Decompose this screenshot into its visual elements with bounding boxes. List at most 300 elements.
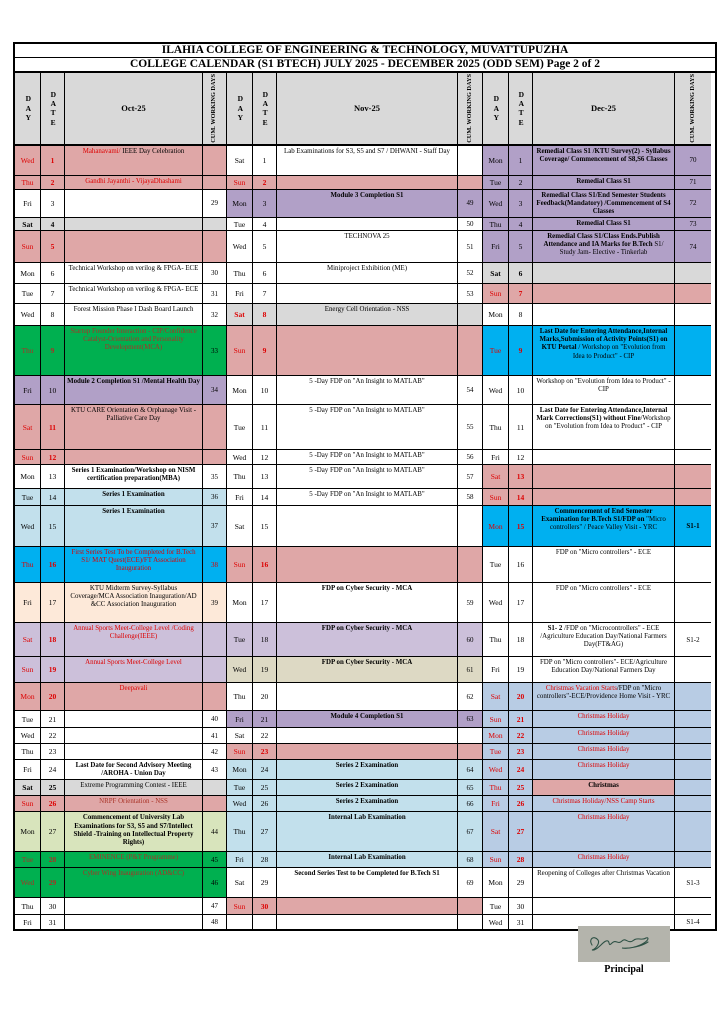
date-cell-dec: 1 [509, 146, 533, 176]
date-cell-dec: 15 [509, 506, 533, 547]
day-cell-dec: Wed [483, 760, 509, 780]
event-cell-oct [65, 489, 203, 506]
cum-working-days-cell-oct [203, 683, 227, 711]
day-cell-dec: Fri [483, 231, 509, 263]
event-cell-dec [533, 657, 675, 683]
cum-working-days-cell-oct: 34 [203, 376, 227, 405]
event-text: First Series Test To be Completed for B.Tech S1/ MAT Quest(ECE)/FT Association Inauguration [71, 549, 196, 573]
calendar-row [15, 284, 715, 304]
cum-working-days-cell-nov [458, 176, 483, 190]
event-cell-nov [277, 728, 458, 744]
event-text: Series 2 Examination [335, 782, 399, 790]
event-cell-dec [533, 711, 675, 728]
event-cell-nov [277, 868, 458, 898]
date-cell-dec: 27 [509, 812, 533, 852]
event-text: Energy Cell Orientation - NSS [324, 306, 410, 314]
cum-working-days-cell-dec: 71 [675, 176, 711, 190]
event-text: Reopening of Colleges after Christmas Vacation [537, 870, 670, 878]
day-cell-dec: Tue [483, 326, 509, 376]
cum-working-days-cell-dec [675, 796, 711, 812]
event-cell-nov [277, 489, 458, 506]
date-cell-oct: 24 [41, 760, 65, 780]
header-month-nov: Nov-25 [277, 73, 458, 146]
day-cell-oct: Mon [15, 263, 41, 284]
cum-working-days-cell-oct: 37 [203, 506, 227, 547]
date-cell-dec: 30 [509, 898, 533, 915]
header-month-oct: Oct-25 [65, 73, 203, 146]
event-text: / Workshop on "Evolution from Idea to Product" - CIP [572, 344, 666, 360]
event-text: Module 4 Completion S1 [330, 713, 404, 721]
calendar-row [15, 728, 715, 744]
date-cell-nov: 23 [253, 744, 277, 760]
cum-working-days-cell-oct [203, 780, 227, 796]
event-text: Technical Workshop on verilog & FPGA- ECE [68, 286, 199, 294]
cum-working-days-cell-dec [675, 812, 711, 852]
cum-working-days-cell-nov [458, 146, 483, 176]
cum-working-days-cell-oct: 45 [203, 852, 227, 868]
day-cell-nov: Sun [227, 898, 253, 915]
date-cell-nov: 2 [253, 176, 277, 190]
day-cell-oct: Wed [15, 304, 41, 326]
event-cell-oct [65, 812, 203, 852]
event-text: 5 -Day FDP on "An Insight to MATLAB" [309, 378, 425, 386]
event-cell-dec [533, 868, 675, 898]
date-cell-nov: 19 [253, 657, 277, 683]
calendar-row [15, 218, 715, 231]
cum-working-days-cell-dec: S1-4 [675, 915, 711, 929]
date-cell-oct: 15 [41, 506, 65, 547]
cum-working-days-cell-dec [675, 547, 711, 583]
date-cell-nov: 20 [253, 683, 277, 711]
header-date-dec: DATE [518, 89, 525, 127]
cum-working-days-cell-nov: 49 [458, 190, 483, 218]
cum-working-days-cell-nov [458, 547, 483, 583]
cum-working-days-cell-dec [675, 744, 711, 760]
day-cell-oct: Sat [15, 780, 41, 796]
cum-working-days-cell-dec [675, 657, 711, 683]
cum-working-days-cell-dec [675, 760, 711, 780]
date-cell-nov: 4 [253, 218, 277, 231]
cum-working-days-cell-oct: 32 [203, 304, 227, 326]
event-cell-dec [533, 304, 675, 326]
cum-working-days-cell-oct: 42 [203, 744, 227, 760]
event-text: Christmas Holiday/NSS Camp Starts [552, 798, 655, 806]
cum-working-days-cell-oct: 43 [203, 760, 227, 780]
day-cell-nov: Sat [227, 868, 253, 898]
cum-working-days-cell-oct: 36 [203, 489, 227, 506]
day-cell-dec: Mon [483, 506, 509, 547]
event-text: "Micro controllers" / Peace Valley Visit - YRC [549, 516, 666, 532]
calendar-row [15, 405, 715, 450]
cum-working-days-cell-nov: 67 [458, 812, 483, 852]
header-cum-dec: CUM. WORKING DAYS [688, 74, 696, 143]
date-cell-oct: 30 [41, 898, 65, 915]
college-calendar-table [13, 42, 717, 931]
cum-working-days-cell-nov: 57 [458, 465, 483, 489]
cum-working-days-cell-nov [458, 915, 483, 929]
day-cell-dec: Mon [483, 304, 509, 326]
day-cell-nov: Sun [227, 326, 253, 376]
event-text: Annual Sports Meet-College Level [85, 659, 182, 667]
calendar-rows [15, 146, 715, 930]
event-text: Christmas Holiday [577, 762, 630, 770]
event-text: Christmas Holiday [577, 730, 630, 738]
event-cell-dec [533, 623, 675, 657]
calendar-row [15, 489, 715, 506]
event-cell-nov [277, 744, 458, 760]
cum-working-days-cell-oct [203, 146, 227, 176]
event-cell-oct [65, 868, 203, 898]
calendar-row [15, 623, 715, 657]
event-text: NRPF Orientation - NSS [99, 798, 168, 806]
cum-working-days-cell-dec: S1-2 [675, 623, 711, 657]
date-cell-oct: 4 [41, 218, 65, 231]
event-cell-nov [277, 450, 458, 465]
event-cell-oct [65, 263, 203, 284]
cum-working-days-cell-oct [203, 231, 227, 263]
event-text: FDP on "Micro controllers" - ECE [555, 549, 652, 557]
day-cell-nov: Thu [227, 465, 253, 489]
event-cell-nov [277, 263, 458, 284]
date-cell-dec: 14 [509, 489, 533, 506]
day-cell-dec: Sat [483, 263, 509, 284]
event-cell-dec [533, 812, 675, 852]
date-cell-dec: 19 [509, 657, 533, 683]
event-text: Christmas Holiday [577, 713, 630, 721]
date-cell-nov: 12 [253, 450, 277, 465]
day-cell-dec: Mon [483, 868, 509, 898]
day-cell-dec: Wed [483, 915, 509, 929]
date-cell-oct: 1 [41, 146, 65, 176]
cum-working-days-cell-oct: 47 [203, 898, 227, 915]
date-cell-oct: 8 [41, 304, 65, 326]
cum-working-days-cell-oct [203, 623, 227, 657]
event-text: Christmas Holiday [577, 854, 630, 862]
day-cell-nov: Sat [227, 506, 253, 547]
event-cell-oct [65, 190, 203, 218]
event-text: Christmas Holiday [577, 814, 630, 822]
event-cell-dec [533, 376, 675, 405]
date-cell-nov: 24 [253, 760, 277, 780]
event-text: Series 1 Examination [102, 508, 165, 516]
event-cell-dec [533, 744, 675, 760]
day-cell-oct: Sun [15, 796, 41, 812]
event-text: Series 1 Examination [102, 491, 165, 499]
date-cell-nov [253, 915, 277, 929]
event-cell-oct [65, 326, 203, 376]
event-text: Module 3 Completion S1 [330, 191, 404, 199]
date-cell-nov: 3 [253, 190, 277, 218]
event-cell-nov [277, 623, 458, 657]
event-cell-dec [533, 218, 675, 231]
cum-working-days-cell-dec: 72 [675, 190, 711, 218]
date-cell-oct: 20 [41, 683, 65, 711]
event-text: Mahanavami/ [82, 147, 121, 155]
date-cell-nov: 6 [253, 263, 277, 284]
cum-working-days-cell-oct [203, 657, 227, 683]
event-text: Series 1 Examination/Workshop on NISM certification preparation(MBA) [71, 467, 196, 483]
cum-working-days-cell-dec: S1-3 [675, 868, 711, 898]
event-cell-dec [533, 780, 675, 796]
cum-working-days-cell-oct: 44 [203, 812, 227, 852]
date-cell-nov: 27 [253, 812, 277, 852]
date-cell-dec: 20 [509, 683, 533, 711]
cum-working-days-cell-dec [675, 376, 711, 405]
event-text: /Workshop on "Evolution from Idea to Product" - CIP [545, 415, 671, 431]
event-cell-oct [65, 711, 203, 728]
day-cell-oct: Sat [15, 218, 41, 231]
day-cell-nov: Fri [227, 852, 253, 868]
event-text: Technical Workshop on verilog & FPGA- ECE [68, 265, 199, 273]
date-cell-nov: 17 [253, 583, 277, 623]
signature-scribble-icon [584, 931, 664, 957]
day-cell-nov: Tue [227, 405, 253, 450]
event-cell-oct [65, 915, 203, 929]
cum-working-days-cell-nov [458, 744, 483, 760]
date-cell-dec: 7 [509, 284, 533, 304]
cum-working-days-cell-nov [458, 326, 483, 376]
cum-working-days-cell-dec [675, 683, 711, 711]
event-cell-nov [277, 304, 458, 326]
header-date-oct: DATE [50, 89, 57, 127]
principal-signature-image [578, 926, 670, 962]
header-cum-oct: CUM. WORKING DAYS [210, 74, 218, 143]
day-cell-nov: Wed [227, 450, 253, 465]
cum-working-days-cell-nov: 62 [458, 683, 483, 711]
date-cell-oct: 7 [41, 284, 65, 304]
date-cell-nov: 25 [253, 780, 277, 796]
day-cell-nov: Mon [227, 760, 253, 780]
cum-working-days-cell-nov: 55 [458, 405, 483, 450]
event-cell-dec [533, 450, 675, 465]
day-cell-dec: Sat [483, 683, 509, 711]
date-cell-oct: 3 [41, 190, 65, 218]
cum-working-days-cell-oct: 31 [203, 284, 227, 304]
cum-working-days-cell-oct [203, 796, 227, 812]
date-cell-oct: 28 [41, 852, 65, 868]
cum-working-days-cell-oct [203, 405, 227, 450]
event-text: Workshop on "Evolution from Idea to Product" - CIP [536, 378, 671, 394]
event-cell-nov [277, 915, 458, 929]
cum-working-days-cell-oct: 38 [203, 547, 227, 583]
event-cell-oct [65, 744, 203, 760]
event-text: Miniproject Exhibition (ME) [327, 265, 407, 273]
date-cell-oct: 6 [41, 263, 65, 284]
day-cell-dec: Sun [483, 711, 509, 728]
day-cell-dec: Thu [483, 623, 509, 657]
event-text: Remedial Class S1 [576, 177, 631, 185]
cum-working-days-cell-oct: 30 [203, 263, 227, 284]
day-cell-nov [227, 915, 253, 929]
event-text: Second Series Test to be Completed for B.Tech S1 [294, 870, 440, 878]
cum-working-days-cell-nov: 61 [458, 657, 483, 683]
header-month-dec: Dec-25 [533, 73, 675, 146]
day-cell-oct: Thu [15, 176, 41, 190]
event-cell-oct [65, 176, 203, 190]
table-header-row [15, 73, 715, 146]
day-cell-oct: Sun [15, 231, 41, 263]
date-cell-oct: 22 [41, 728, 65, 744]
day-cell-dec: Tue [483, 898, 509, 915]
event-text: /FDP on "Micro controllers"-ECE/Providence Home Visit - YRC [536, 685, 671, 701]
event-text: Christmas [588, 782, 619, 790]
event-cell-dec [533, 583, 675, 623]
event-cell-oct [65, 506, 203, 547]
event-text: Lab Examinations for S3, S5 and S7 / DHWANI - Staff Day [284, 147, 450, 155]
event-cell-dec [533, 146, 675, 176]
date-cell-dec: 28 [509, 852, 533, 868]
event-text: Series 2 Examination [335, 798, 399, 806]
day-cell-nov: Tue [227, 218, 253, 231]
calendar-title: COLLEGE CALENDAR (S1 BTECH) JULY 2025 - DECEMBER 2025 (ODD SEM) Page 2 of 2 [15, 58, 715, 73]
event-text: Remedial Class S1 /KTU Survey(2) - Syllabus Coverage/ Commencement of S8,S6 Classes [536, 147, 671, 163]
event-text: Forest Mission Phase I Dash Board Launch [73, 306, 194, 314]
cum-working-days-cell-nov: 66 [458, 796, 483, 812]
date-cell-dec: 10 [509, 376, 533, 405]
event-cell-dec [533, 284, 675, 304]
date-cell-oct: 14 [41, 489, 65, 506]
date-cell-oct: 5 [41, 231, 65, 263]
day-cell-nov: Mon [227, 583, 253, 623]
day-cell-dec: Sun [483, 284, 509, 304]
event-text: Annual Sports Meet-College Level /Coding Challenge(IEEE) [73, 625, 194, 641]
cum-working-days-cell-dec: 74 [675, 231, 711, 263]
event-cell-oct [65, 780, 203, 796]
day-cell-oct: Tue [15, 711, 41, 728]
event-cell-nov [277, 176, 458, 190]
event-text: TECHNOVA 25 [344, 233, 390, 241]
event-cell-oct [65, 623, 203, 657]
event-cell-oct [65, 898, 203, 915]
event-cell-dec [533, 465, 675, 489]
day-cell-oct: Wed [15, 728, 41, 744]
date-cell-oct: 17 [41, 583, 65, 623]
calendar-row [15, 868, 715, 898]
event-cell-oct [65, 683, 203, 711]
header-cum-nov: CUM. WORKING DAYS [465, 74, 473, 143]
event-cell-oct [65, 796, 203, 812]
day-cell-dec: Mon [483, 728, 509, 744]
event-text: Internal Lab Examination [328, 814, 406, 822]
date-cell-nov: 11 [253, 405, 277, 450]
event-cell-dec [533, 176, 675, 190]
cum-working-days-cell-nov: 69 [458, 868, 483, 898]
event-cell-nov [277, 506, 458, 547]
cum-working-days-cell-oct: 40 [203, 711, 227, 728]
day-cell-oct: Wed [15, 146, 41, 176]
event-cell-oct [65, 218, 203, 231]
cum-working-days-cell-nov: 54 [458, 376, 483, 405]
day-cell-oct: Tue [15, 852, 41, 868]
event-text: Last Date for Entering Attendance,Internal Mark Corrections(S1) without Fine [536, 407, 668, 423]
day-cell-oct: Thu [15, 326, 41, 376]
calendar-row [15, 506, 715, 547]
cum-working-days-cell-dec: 70 [675, 146, 711, 176]
day-cell-dec: Tue [483, 547, 509, 583]
day-cell-oct: Wed [15, 868, 41, 898]
calendar-row [15, 852, 715, 868]
event-cell-nov [277, 583, 458, 623]
event-cell-dec [533, 263, 675, 284]
header-date-nov: DATE [262, 89, 269, 127]
event-text: FDP on "Micro controllers"- ECE/Agriculture Education Day/National Farmers Day [539, 659, 668, 675]
cum-working-days-cell-oct: 33 [203, 326, 227, 376]
calendar-row [15, 796, 715, 812]
date-cell-nov: 30 [253, 898, 277, 915]
cum-working-days-cell-nov: 65 [458, 780, 483, 796]
event-text: Christmas Vacation Starts [545, 685, 617, 693]
calendar-row [15, 711, 715, 728]
date-cell-oct: 16 [41, 547, 65, 583]
event-text: Commencement of End Semester Examination for B.Tech S1/FDP on [541, 508, 653, 524]
date-cell-oct: 25 [41, 780, 65, 796]
date-cell-dec: 6 [509, 263, 533, 284]
event-cell-nov [277, 326, 458, 376]
event-cell-dec [533, 796, 675, 812]
event-text: FDP on "Micro controllers" - ECE [555, 585, 652, 593]
cum-working-days-cell-nov: 58 [458, 489, 483, 506]
day-cell-dec: Thu [483, 780, 509, 796]
cum-working-days-cell-dec [675, 780, 711, 796]
event-text: Series 2 Examination [335, 762, 399, 770]
event-cell-oct [65, 376, 203, 405]
event-cell-oct [65, 547, 203, 583]
day-cell-nov: Fri [227, 284, 253, 304]
calendar-row [15, 450, 715, 465]
day-cell-nov: Sat [227, 146, 253, 176]
date-cell-dec: 26 [509, 796, 533, 812]
date-cell-nov: 22 [253, 728, 277, 744]
day-cell-oct: Fri [15, 583, 41, 623]
cum-working-days-cell-oct [203, 450, 227, 465]
date-cell-oct: 21 [41, 711, 65, 728]
day-cell-dec: Tue [483, 176, 509, 190]
date-cell-dec: 25 [509, 780, 533, 796]
day-cell-nov: Wed [227, 657, 253, 683]
date-cell-nov: 26 [253, 796, 277, 812]
day-cell-oct: Sun [15, 450, 41, 465]
header-day-nov: DAY [237, 94, 244, 123]
day-cell-oct: Sat [15, 405, 41, 450]
event-cell-nov [277, 711, 458, 728]
day-cell-dec: Thu [483, 405, 509, 450]
event-text: Commencement of University Lab Examinations for S3, S5 and S7/Intellect Shield -Training on Intellectual Property Rights) [73, 814, 194, 846]
date-cell-nov: 21 [253, 711, 277, 728]
day-cell-dec: Wed [483, 190, 509, 218]
event-cell-nov [277, 405, 458, 450]
cum-working-days-cell-dec [675, 898, 711, 915]
day-cell-oct: Wed [15, 506, 41, 547]
event-cell-nov [277, 190, 458, 218]
date-cell-dec: 17 [509, 583, 533, 623]
cum-working-days-cell-dec [675, 326, 711, 376]
event-cell-oct [65, 284, 203, 304]
date-cell-oct: 26 [41, 796, 65, 812]
event-cell-nov [277, 218, 458, 231]
day-cell-nov: Wed [227, 796, 253, 812]
cum-working-days-cell-oct: 48 [203, 915, 227, 929]
event-text: FDP on Cyber Security - MCA [321, 585, 413, 593]
day-cell-oct: Fri [15, 760, 41, 780]
cum-working-days-cell-dec [675, 263, 711, 284]
date-cell-nov: 16 [253, 547, 277, 583]
calendar-row [15, 683, 715, 711]
event-cell-oct [65, 852, 203, 868]
event-cell-nov [277, 812, 458, 852]
date-cell-dec: 23 [509, 744, 533, 760]
event-text: 5 -Day FDP on "An Insight to MATLAB" [309, 407, 425, 415]
date-cell-nov: 18 [253, 623, 277, 657]
